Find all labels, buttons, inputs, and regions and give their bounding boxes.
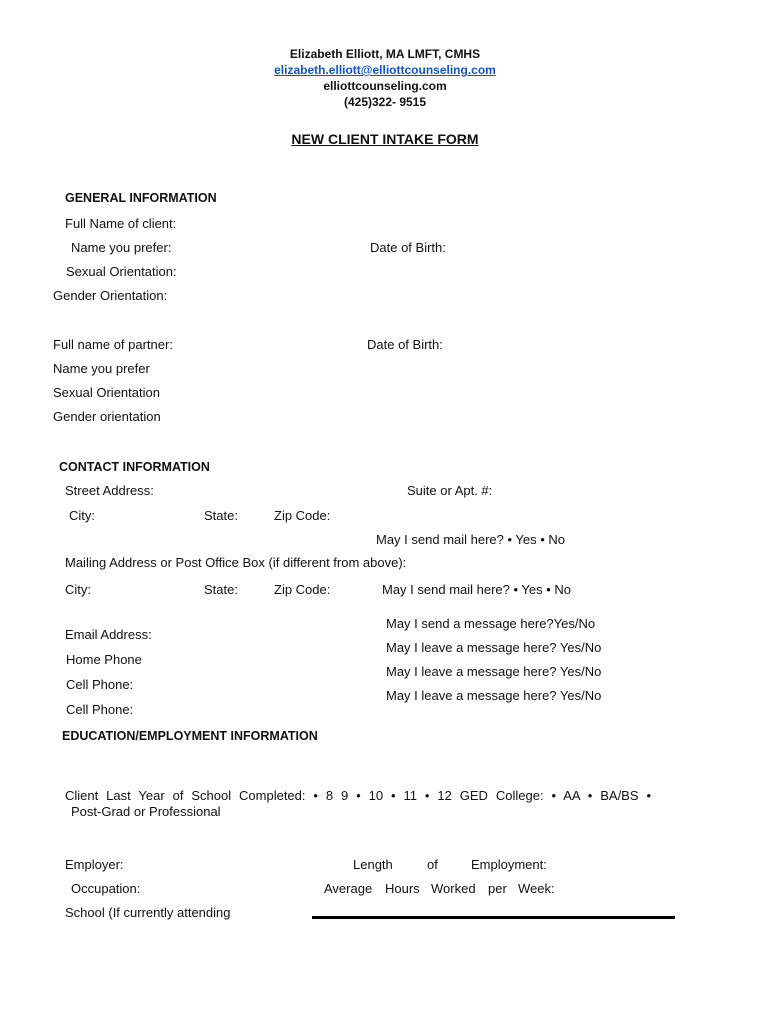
avg-hours-word-5: Week: [518, 881, 555, 896]
mailing-city-label: City: [65, 582, 91, 597]
mailing-zip-label: Zip Code: [274, 582, 331, 597]
school-attending-label: School (If currently attending [65, 905, 231, 920]
form-title: NEW CLIENT INTAKE FORM [291, 131, 479, 147]
education-heading: EDUCATION/EMPLOYMENT INFORMATION [62, 729, 318, 743]
partner-preferred-name-label: Name you prefer [53, 361, 150, 376]
email-address-label: Email Address: [65, 627, 152, 642]
partner-gender-orientation-label: Gender orientation [53, 409, 161, 424]
avg-hours-word-1: Average [324, 881, 373, 896]
city-label: City: [69, 508, 95, 523]
dob-label: Date of Birth: [370, 240, 446, 255]
cell-message-question: May I leave a message here? Yes/No [386, 664, 602, 679]
length-of-employment-label-of: of [427, 857, 438, 872]
state-label: State: [204, 508, 238, 523]
partner-sexual-orientation-label: Sexual Orientation [53, 385, 160, 400]
avg-hours-word-3: Worked [431, 881, 476, 896]
mail-permission-question: May I send mail here? • Yes • No [376, 532, 566, 547]
suite-label: Suite or Apt. #: [407, 483, 493, 498]
provider-phone: (425)322- 9515 [343, 95, 427, 109]
partner-dob-label: Date of Birth: [367, 337, 443, 352]
partner-name-label: Full name of partner: [53, 337, 173, 352]
school-input-line[interactable] [312, 916, 675, 919]
length-of-employment-label-end: Employment: [471, 857, 547, 872]
school-completed-options-cont: Post-Grad or Professional [71, 804, 221, 819]
gender-orientation-label: Gender Orientation: [53, 288, 168, 303]
cell-message-question-2: May I leave a message here? Yes/No [386, 688, 602, 703]
provider-website: elliottcounseling.com [323, 79, 447, 93]
preferred-name-label: Name you prefer: [71, 240, 172, 255]
length-of-employment-label: Length [353, 857, 393, 872]
school-completed-options: Client Last Year of School Completed: • 8 9 • 10 • 11 • 12 GED College: • AA • BA/BS • [65, 788, 651, 803]
full-name-label: Full Name of client: [65, 216, 177, 231]
occupation-label: Occupation: [71, 881, 141, 896]
mailing-state-label: State: [204, 582, 238, 597]
contact-info-heading: CONTACT INFORMATION [59, 460, 210, 474]
avg-hours-word-2: Hours [385, 881, 420, 896]
mailing-permission-question: May I send mail here? • Yes • No [382, 582, 572, 597]
street-address-label: Street Address: [65, 483, 154, 498]
mailing-address-label: Mailing Address or Post Office Box (if different from above): [65, 555, 407, 570]
employer-label: Employer: [65, 857, 124, 872]
home-phone-label: Home Phone [66, 652, 142, 667]
email-message-question: May I send a message here?Yes/No [386, 616, 596, 631]
provider-email-link[interactable]: elizabeth.elliott@elliottcounseling.com [274, 63, 496, 77]
general-info-heading: GENERAL INFORMATION [65, 191, 217, 205]
sexual-orientation-label: Sexual Orientation: [66, 264, 177, 279]
cell-phone-label-2: Cell Phone: [66, 702, 134, 717]
home-message-question: May I leave a message here? Yes/No [386, 640, 602, 655]
provider-name: Elizabeth Elliott, MA LMFT, CMHS [289, 47, 481, 61]
avg-hours-word-4: per [488, 881, 507, 896]
zip-label: Zip Code: [274, 508, 331, 523]
cell-phone-label: Cell Phone: [66, 677, 134, 692]
